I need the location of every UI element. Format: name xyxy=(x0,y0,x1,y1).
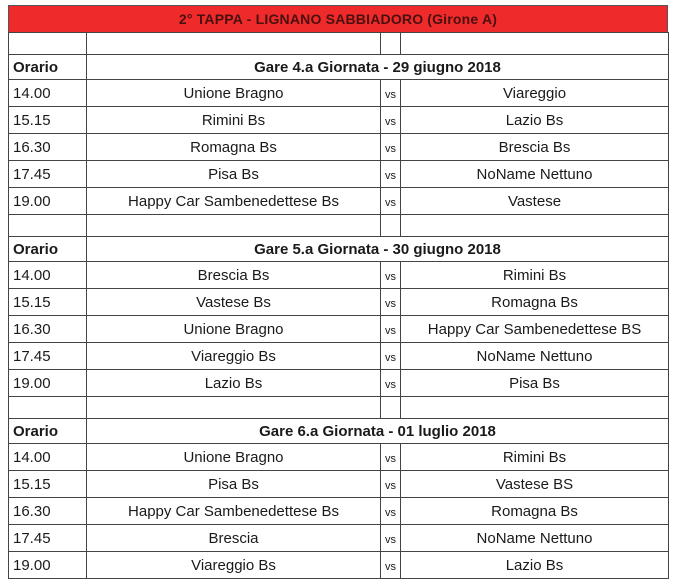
home-team: Unione Bragno xyxy=(87,316,381,343)
match-row xyxy=(9,552,669,579)
match-time: 19.00 xyxy=(9,552,87,579)
away-team: Lazio Bs xyxy=(401,107,669,134)
home-team: Viareggio Bs xyxy=(87,343,381,370)
vs-label: vs xyxy=(381,316,401,343)
home-team: Romagna Bs xyxy=(87,134,381,161)
match-row xyxy=(9,525,669,552)
away-team: Vastese xyxy=(401,188,669,215)
vs-label: vs xyxy=(381,343,401,370)
vs-label: vs xyxy=(381,370,401,397)
home-team: Brescia Bs xyxy=(87,262,381,289)
match-time: 17.45 xyxy=(9,161,87,188)
match-row xyxy=(9,107,669,134)
vs-label: vs xyxy=(381,444,401,471)
home-team: Rimini Bs xyxy=(87,107,381,134)
spacer-cell xyxy=(381,397,401,419)
stage-title: 2° TAPPA - LIGNANO SABBIADORO xyxy=(178,11,424,27)
spacer-cell xyxy=(381,33,401,55)
schedule-body xyxy=(9,33,669,579)
home-team: Unione Bragno xyxy=(87,80,381,107)
spacer-cell xyxy=(87,215,381,237)
home-team: Vastese Bs xyxy=(87,289,381,316)
home-team: Viareggio Bs xyxy=(87,552,381,579)
away-team: Pisa Bs xyxy=(401,370,669,397)
orario-header: Orario xyxy=(9,55,87,80)
match-time: 17.45 xyxy=(9,343,87,370)
spacer-row xyxy=(9,397,669,419)
away-team: NoName Nettuno xyxy=(401,161,669,188)
match-time: 19.00 xyxy=(9,188,87,215)
vs-label: vs xyxy=(381,107,401,134)
home-team: Unione Bragno xyxy=(87,444,381,471)
orario-header: Orario xyxy=(9,419,87,444)
spacer-cell xyxy=(87,33,381,55)
match-row xyxy=(9,80,669,107)
away-team: Romagna Bs xyxy=(401,498,669,525)
round-heading: Gare 4.a Giornata - 29 giugno 2018 xyxy=(87,55,669,80)
home-team: Lazio Bs xyxy=(87,370,381,397)
match-time: 15.15 xyxy=(9,289,87,316)
home-team: Pisa Bs xyxy=(87,471,381,498)
vs-label: vs xyxy=(381,552,401,579)
away-team: NoName Nettuno xyxy=(401,525,669,552)
spacer-cell xyxy=(9,397,87,419)
match-row xyxy=(9,161,669,188)
match-time: 15.15 xyxy=(9,107,87,134)
spacer-row xyxy=(9,215,669,237)
vs-label: vs xyxy=(381,525,401,552)
away-team: Vastese BS xyxy=(401,471,669,498)
away-team: Viareggio xyxy=(401,80,669,107)
away-team: Romagna Bs xyxy=(401,289,669,316)
match-time: 14.00 xyxy=(9,80,87,107)
round-header-row xyxy=(9,237,669,262)
stage-group: (Girone A) xyxy=(427,11,498,27)
vs-label: vs xyxy=(381,262,401,289)
schedule-table xyxy=(8,32,669,579)
vs-label: vs xyxy=(381,161,401,188)
vs-label: vs xyxy=(381,188,401,215)
spacer-cell xyxy=(87,397,381,419)
match-time: 16.30 xyxy=(9,498,87,525)
spacer-cell xyxy=(401,215,669,237)
away-team: NoName Nettuno xyxy=(401,343,669,370)
match-row xyxy=(9,289,669,316)
vs-label: vs xyxy=(381,498,401,525)
spacer-cell xyxy=(9,33,87,55)
spacer-cell xyxy=(401,397,669,419)
match-row xyxy=(9,188,669,215)
home-team: Brescia xyxy=(87,525,381,552)
match-row xyxy=(9,498,669,525)
vs-label: vs xyxy=(381,471,401,498)
match-time: 14.00 xyxy=(9,262,87,289)
match-time: 19.00 xyxy=(9,370,87,397)
spacer-cell xyxy=(9,215,87,237)
match-time: 15.15 xyxy=(9,471,87,498)
round-heading: Gare 5.a Giornata - 30 giugno 2018 xyxy=(87,237,669,262)
match-row xyxy=(9,343,669,370)
match-time: 17.45 xyxy=(9,525,87,552)
spacer-cell xyxy=(381,215,401,237)
match-row xyxy=(9,370,669,397)
match-row xyxy=(9,471,669,498)
round-heading: Gare 6.a Giornata - 01 luglio 2018 xyxy=(87,419,669,444)
round-header-row xyxy=(9,419,669,444)
away-team: Rimini Bs xyxy=(401,444,669,471)
match-time: 16.30 xyxy=(9,134,87,161)
vs-label: vs xyxy=(381,80,401,107)
round-header-row xyxy=(9,55,669,80)
match-time: 16.30 xyxy=(9,316,87,343)
schedule-sheet xyxy=(8,5,668,574)
away-team: Brescia Bs xyxy=(401,134,669,161)
spacer-row xyxy=(9,33,669,55)
away-team: Rimini Bs xyxy=(401,262,669,289)
vs-label: vs xyxy=(381,289,401,316)
match-row xyxy=(9,316,669,343)
match-time: 14.00 xyxy=(9,444,87,471)
match-row xyxy=(9,444,669,471)
home-team: Happy Car Sambenedettese Bs xyxy=(87,188,381,215)
match-row xyxy=(9,134,669,161)
home-team: Happy Car Sambenedettese Bs xyxy=(87,498,381,525)
stage-title-bar xyxy=(8,5,668,33)
vs-label: vs xyxy=(381,134,401,161)
orario-header: Orario xyxy=(9,237,87,262)
match-row xyxy=(9,262,669,289)
spacer-cell xyxy=(401,33,669,55)
away-team: Lazio Bs xyxy=(401,552,669,579)
home-team: Pisa Bs xyxy=(87,161,381,188)
away-team: Happy Car Sambenedettese BS xyxy=(401,316,669,343)
